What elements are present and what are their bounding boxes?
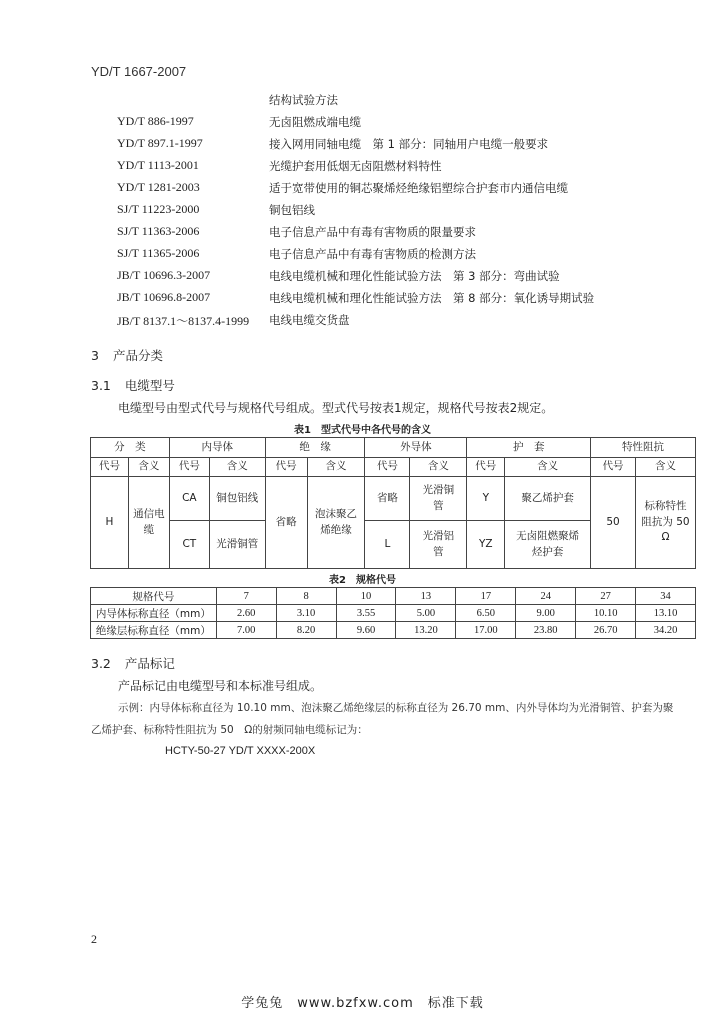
page-number: 2 (91, 932, 97, 946)
table-cell: 3.55 (336, 605, 396, 622)
table-cell: 8.20 (276, 622, 336, 639)
sheath-code: Y (467, 477, 505, 521)
size-code-label: 规格代号 (91, 588, 217, 605)
section-number: 3.2 (91, 656, 111, 671)
inner-meaning: 铜包铝线 (209, 477, 265, 521)
reference-row (117, 202, 677, 224)
section-number: 3 (91, 348, 99, 363)
table-1-caption: 表1 型式代号中各代号的含义 (294, 425, 431, 436)
inner-meaning: 光滑铜管 (209, 521, 265, 569)
table-row (91, 605, 696, 622)
section-3-2-text: 产品标记由电缆型号和本标准号组成。 (118, 679, 323, 693)
section-number: 3.1 (91, 378, 111, 393)
table-cell: 34.20 (636, 622, 696, 639)
reference-title: 光缆护套用低烟无卤阻燃材料特性 (269, 159, 442, 173)
example-line-1: 示例：内导体标称直径为 10.10 mm、泡沫聚乙烯绝缘层的标称直径为 26.70 mm、内外导体均为光滑铜管、护套为聚 (118, 702, 674, 714)
reference-row (117, 92, 677, 114)
group-header: 外导体 (365, 438, 467, 458)
reference-code: YD/T 886-1997 (117, 114, 194, 128)
section-3-1-text: 电缆型号由型式代号与规格代号组成。型式代号按表1规定，规格代号按表2规定。 (118, 401, 554, 415)
table-header-row (91, 438, 696, 458)
reference-code: YD/T 1113-2001 (117, 158, 199, 172)
section-title: 产品分类 (112, 348, 163, 363)
table-cell: 3.10 (276, 605, 336, 622)
size-code: 27 (576, 588, 636, 605)
outer-code: L (365, 521, 410, 569)
group-header: 内导体 (169, 438, 265, 458)
code-header: 代号 (467, 458, 505, 477)
reference-row (117, 158, 677, 180)
table-cell: 13.20 (396, 622, 456, 639)
meaning-header: 含义 (410, 458, 467, 477)
table-cell: 13.10 (636, 605, 696, 622)
outer-code: 省略 (365, 477, 410, 521)
sheath-meaning: 无卤阻燃聚烯烃护套 (505, 521, 591, 569)
size-code: 13 (396, 588, 456, 605)
table-2-size-codes (90, 587, 696, 639)
size-code: 24 (516, 588, 576, 605)
table-subheader-row (91, 458, 696, 477)
table-cell: 7.00 (216, 622, 276, 639)
meaning-header: 含义 (307, 458, 365, 477)
reference-title: 铜包铝线 (269, 203, 315, 217)
reference-title: 电线电缆交货盘 (269, 313, 350, 327)
size-code: 8 (276, 588, 336, 605)
impedance-code: 50 (591, 477, 636, 569)
code-header: 代号 (169, 458, 209, 477)
reference-title: 适于宽带使用的铜芯聚烯烃绝缘铝塑综合护套市内通信电缆 (269, 181, 568, 195)
table-cell: 9.00 (516, 605, 576, 622)
sheath-meaning: 聚乙烯护套 (505, 477, 591, 521)
section-title: 产品标记 (124, 656, 175, 671)
meaning-header: 含义 (505, 458, 591, 477)
size-code: 17 (456, 588, 516, 605)
reference-title: 电子信息产品中有毒有害物质的限量要求 (269, 225, 476, 239)
reference-title: 接入网用同轴电缆 第 1 部分：同轴用户电缆一般要求 (269, 137, 549, 151)
table-cell: 2.60 (216, 605, 276, 622)
table-cell: 9.60 (336, 622, 396, 639)
code-header: 代号 (91, 458, 129, 477)
row-label: 绝缘层标称直径（mm） (91, 622, 217, 639)
reference-row (117, 312, 677, 334)
row-label: 内导体标称直径（mm） (91, 605, 217, 622)
insulation-meaning: 泡沫聚乙烯绝缘 (307, 477, 365, 569)
table-cell: 26.70 (576, 622, 636, 639)
group-header: 护 套 (467, 438, 591, 458)
reference-title: 无卤阻燃成端电缆 (269, 115, 361, 129)
category-meaning: 通信电缆 (128, 477, 169, 569)
section-3-2-heading (91, 654, 175, 672)
reference-code: JB/T 8137.1～8137.4-1999 (117, 314, 250, 328)
example-line-2: 乙烯护套、标称特性阻抗为 50 Ω的射频同轴电缆标记为： (91, 724, 368, 736)
inner-code: CA (169, 477, 209, 521)
inner-code: CT (169, 521, 209, 569)
outer-meaning: 光滑铜管 (410, 477, 467, 521)
impedance-meaning: 标称特性阻抗为 50 Ω (636, 477, 696, 569)
reference-row (117, 268, 677, 290)
reference-title: 电线电缆机械和理化性能试验方法 第 3 部分：弯曲试验 (269, 269, 560, 283)
normative-references-list (117, 92, 677, 334)
outer-meaning: 光滑铝管 (410, 521, 467, 569)
meaning-header: 含义 (128, 458, 169, 477)
code-header: 代号 (591, 458, 636, 477)
table-1-type-codes (90, 437, 696, 569)
table-2-caption: 表2 规格代号 (329, 575, 396, 586)
reference-row (117, 224, 677, 246)
group-header: 绝 缘 (265, 438, 365, 458)
section-3-1-heading (91, 376, 175, 394)
code-header: 代号 (265, 458, 307, 477)
size-code: 34 (636, 588, 696, 605)
section-3-heading (91, 346, 163, 364)
group-header: 分 类 (91, 438, 170, 458)
reference-code: SJ/T 11223-2000 (117, 202, 200, 216)
reference-row (117, 246, 677, 268)
reference-code: SJ/T 11363-2006 (117, 224, 200, 238)
size-code: 10 (336, 588, 396, 605)
site-footer: 学兔兔 www.bzfxw.com 标准下载 (241, 996, 484, 1011)
reference-code: JB/T 10696.3-2007 (117, 268, 211, 282)
reference-title: 电子信息产品中有毒有害物质的检测方法 (269, 247, 476, 261)
reference-row (117, 180, 677, 202)
sheath-code: YZ (467, 521, 505, 569)
group-header: 特性阻抗 (591, 438, 696, 458)
insulation-code: 省略 (265, 477, 307, 569)
document-id-header: YD/T 1667-2007 (91, 64, 187, 79)
table-cell: 6.50 (456, 605, 516, 622)
reference-row (117, 114, 677, 136)
code-header: 代号 (365, 458, 410, 477)
product-marking: HCTY-50-27 YD/T XXXX-200X (165, 745, 316, 757)
category-code: H (91, 477, 129, 569)
reference-code: SJ/T 11365-2006 (117, 246, 200, 260)
reference-title: 结构试验方法 (269, 93, 338, 107)
size-code: 7 (216, 588, 276, 605)
table-cell: 23.80 (516, 622, 576, 639)
table-cell: 17.00 (456, 622, 516, 639)
table-row (91, 477, 696, 521)
reference-row (117, 290, 677, 312)
meaning-header: 含义 (209, 458, 265, 477)
reference-code: JB/T 10696.8-2007 (117, 290, 211, 304)
reference-title: 电线电缆机械和理化性能试验方法 第 8 部分：氧化诱导期试验 (269, 291, 595, 305)
table-row (91, 622, 696, 639)
reference-row (117, 136, 677, 158)
section-title: 电缆型号 (124, 378, 175, 393)
table-header-row (91, 588, 696, 605)
table-cell: 10.10 (576, 605, 636, 622)
reference-code: YD/T 1281-2003 (117, 180, 200, 194)
meaning-header: 含义 (636, 458, 696, 477)
table-cell: 5.00 (396, 605, 456, 622)
reference-code: YD/T 897.1-1997 (117, 136, 203, 150)
